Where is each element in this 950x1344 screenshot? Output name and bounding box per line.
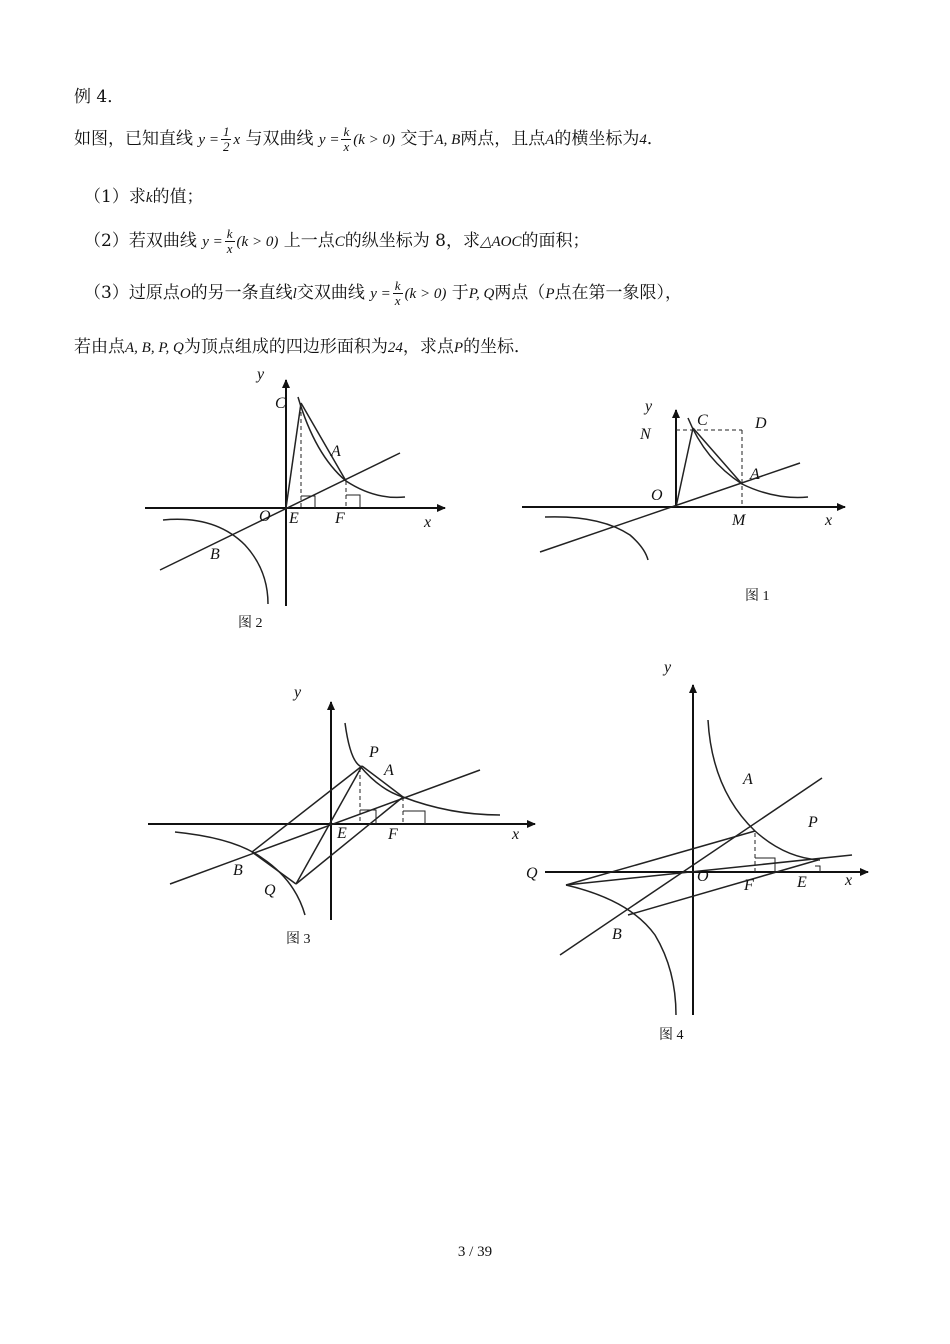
text-seg: 交于 [400, 129, 435, 149]
fig3-hyperbola-q1 [345, 723, 500, 815]
fig1-label-d: D [755, 415, 767, 432]
fig4-graph [545, 685, 868, 1015]
fig3-label-p: P [369, 744, 379, 761]
fig1-hyperbola-q3 [545, 517, 648, 560]
fig4-label-e: E [797, 874, 807, 891]
eq-cond: (k > 0) [236, 234, 279, 250]
fig3-seg-qb [252, 852, 296, 884]
fig4-right-angle-e [815, 866, 820, 872]
fig1-line-ab [540, 463, 800, 552]
fraction-k-over-x [225, 227, 235, 256]
text-seg: 的坐标． [463, 337, 532, 357]
text-seg: 交双曲线 [296, 283, 365, 303]
text-seg: 为顶点组成的四边形面积为 [183, 337, 388, 357]
points-ab: A, B [434, 132, 461, 148]
fig1-label-y: y [645, 398, 653, 415]
eq-rhs: x [233, 132, 241, 148]
text-seg: 两点（ [494, 283, 546, 303]
fig1-label-a: A [750, 466, 760, 483]
fig4-label-q: Q [526, 865, 538, 882]
fig2-seg-ca [301, 403, 346, 481]
frac-den: x [343, 139, 350, 154]
frac-den: x [226, 241, 233, 256]
problem-intro [74, 124, 664, 154]
title-text: 例 4． [74, 87, 125, 107]
point-p: P [545, 286, 555, 302]
fig4-line-pq [566, 855, 852, 885]
fig2-label-c: C [275, 395, 286, 412]
fig4-label-o: O [697, 868, 709, 885]
fraction-k-over-x [393, 279, 403, 308]
fig4-caption: 图 4 [659, 1028, 684, 1043]
fig4-label-x: x [845, 872, 853, 889]
text-seg: 的纵坐标为 8，求 [344, 231, 480, 251]
fig1-seg-oc [676, 428, 693, 507]
question-2 [84, 226, 590, 256]
fig2-line-ab [160, 453, 400, 570]
triangle-aoc: △AOC [479, 234, 522, 250]
text-seg: 两点，且点 [460, 129, 546, 149]
text-seg: 的另一条直线 [190, 283, 293, 303]
text-seg: （2）若双曲线 [84, 231, 197, 251]
eq-lhs: y = [198, 132, 219, 148]
fig3-right-angle-f [403, 811, 425, 824]
text-seg: 上一点 [283, 231, 335, 251]
frac-num: 1 [222, 124, 230, 139]
eq-cond: (k > 0) [404, 286, 447, 302]
fig1-label-m: M [732, 512, 746, 529]
fig4-hyperbola-q3 [566, 885, 676, 1015]
text-seg: 如图，已知直线 [74, 129, 193, 149]
fig3-seg-aq [296, 797, 403, 884]
text-seg: ． [646, 129, 664, 149]
point-p: P [453, 340, 464, 356]
text-seg: 点在第一象限）， [554, 283, 682, 303]
line-l: l [292, 286, 297, 302]
frac-num: k [343, 124, 350, 139]
fig2-label-f: F [335, 510, 345, 527]
text-seg: 的横坐标为 [554, 129, 640, 149]
fig2-caption: 图 2 [238, 616, 263, 631]
fig3-hyperbola-q3 [175, 832, 305, 915]
fig3-seg-pa [362, 766, 403, 797]
fig2-right-angle-e [301, 496, 315, 508]
eq-lhs: y = [202, 234, 223, 250]
fig1-caption: 图 1 [745, 589, 770, 604]
fig4-label-p: P [808, 814, 818, 831]
point-a: A [545, 132, 555, 148]
fig1-label-c: C [697, 412, 708, 429]
fig2-label-a: A [331, 443, 341, 460]
fig4-label-f: F [744, 877, 754, 894]
fraction-half [221, 125, 232, 154]
fig2-label-y: y [257, 366, 265, 383]
fig3-label-b: B [233, 862, 243, 879]
fig4-hyperbola-q1 [708, 720, 820, 860]
fig4-seg-bp [628, 860, 818, 915]
fig3-label-y: y [294, 684, 302, 701]
fig4-seg-qa [566, 831, 755, 885]
fraction-k-over-x [341, 125, 351, 154]
var-k: k [145, 190, 153, 206]
fig2-right-angle-f [346, 495, 360, 508]
fig3-line-pq [296, 766, 362, 884]
eq-lhs: y = [318, 132, 340, 148]
fig3-label-q: Q [264, 882, 276, 899]
fig1-label-o: O [651, 487, 663, 504]
fig2-hyperbola-q3 [163, 519, 268, 604]
fig2-label-o: O [259, 508, 271, 525]
text-seg: （1）求 [84, 187, 146, 207]
value-4: 4 [639, 132, 647, 148]
fig1-label-x: x [825, 512, 833, 529]
fig3-seg-bp [252, 766, 362, 852]
frac-den: x [394, 293, 401, 308]
fig1-label-n: N [640, 426, 651, 443]
point-o: O [179, 286, 191, 302]
fig4-right-angle-f [755, 858, 775, 872]
fig2-hyperbola-q1 [298, 397, 405, 497]
question-3 [84, 278, 682, 308]
fig1-hyperbola-q1 [688, 418, 808, 497]
fig3-label-x: x [512, 826, 520, 843]
fig3-right-angle-e [360, 810, 376, 824]
frac-den: 2 [222, 139, 230, 154]
fig4-label-y: y [664, 659, 672, 676]
fig3-caption: 图 3 [286, 932, 311, 947]
fig2-seg-oc [286, 403, 301, 508]
eq-lhs: y = [370, 286, 391, 302]
fig4-label-b: B [612, 926, 622, 943]
fig2-label-x: x [424, 514, 432, 531]
fig3-label-e: E [337, 825, 347, 842]
text-seg: 若由点 [74, 337, 125, 357]
fig1-seg-ca [693, 428, 742, 484]
frac-num: k [394, 278, 401, 293]
point-c: C [334, 234, 345, 250]
text-seg: 于 [451, 283, 469, 303]
text-seg: 的面积； [521, 231, 590, 251]
fig4-line-ab [560, 778, 822, 955]
page-number: 3 / 39 [457, 1244, 493, 1260]
frac-num: k [226, 226, 233, 241]
fig2-label-e: E [289, 510, 299, 527]
fig2-graph [145, 380, 445, 606]
question-3-cont [74, 332, 531, 357]
fig2-label-b: B [210, 546, 220, 563]
text-seg: 与双曲线 [245, 129, 314, 149]
text-seg: （3）过原点 [84, 283, 180, 303]
fig3-label-f: F [388, 826, 398, 843]
fig3-line-ab [170, 770, 480, 884]
points-abpq: A, B, P, Q [125, 340, 184, 356]
fig3-graph [148, 702, 535, 920]
problem-title [74, 82, 124, 107]
fig1-graph [522, 410, 845, 560]
fig4-label-a: A [743, 771, 753, 788]
eq-cond: (k > 0) [353, 132, 396, 148]
value-24: 24 [387, 340, 403, 356]
fig3-label-a: A [384, 762, 394, 779]
text-seg: ，求点 [402, 337, 454, 357]
points-pq: P, Q [468, 286, 495, 302]
text-seg: 的值； [152, 187, 204, 207]
question-1 [84, 182, 204, 207]
